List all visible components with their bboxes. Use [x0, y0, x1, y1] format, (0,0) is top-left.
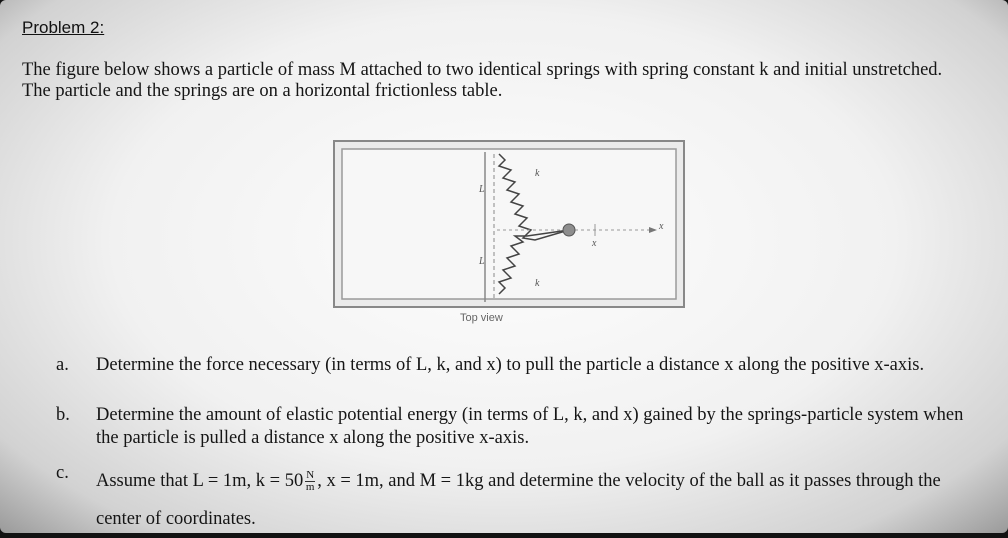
question-c-label: c. [56, 463, 69, 483]
question-b-text: Determine the amount of elastic potential energy (in terms of L, k, and x) gained by the springs-particle system when the particle is pulled a distance x along the positive x-axis. [96, 405, 964, 448]
question-c-text-end: , x = 1m, and M = 1kg and determine the velocity of the ball as it passes through the center of coordinates. [96, 471, 941, 529]
top-k-label: k [535, 168, 540, 179]
question-b-label: b. [56, 405, 70, 425]
question-a-label: a. [56, 355, 69, 375]
spring-figure [333, 140, 685, 308]
problem-intro: The figure below shows a particle of mass M attached to two identical springs with spring constant k and initial unstretched. The particle and the springs are on a horizontal frictionless table. [22, 60, 943, 101]
unit-numerator: N [306, 469, 315, 482]
unit-denominator: m [305, 481, 315, 494]
unit-fraction [305, 470, 315, 493]
question-c [56, 462, 986, 538]
x-axis-label: x [659, 221, 664, 232]
question-c-text [96, 462, 986, 538]
problem-title: Problem 2: [22, 18, 105, 37]
displacement-label: x [592, 238, 597, 249]
question-b [56, 404, 986, 450]
bottom-k-label: k [535, 278, 540, 289]
upper-L-label: L [479, 184, 485, 195]
question-a [56, 354, 986, 377]
lower-L-label: L [479, 256, 485, 267]
figure-caption: Top view [460, 312, 503, 324]
particle-mass [563, 224, 575, 236]
question-a-text: Determine the force necessary (in terms of L, k, and x) to pull the particle a distance x along the positive x-axis. [96, 355, 925, 375]
question-c-text-start: Assume that L = 1m, k = 50 [96, 471, 304, 491]
